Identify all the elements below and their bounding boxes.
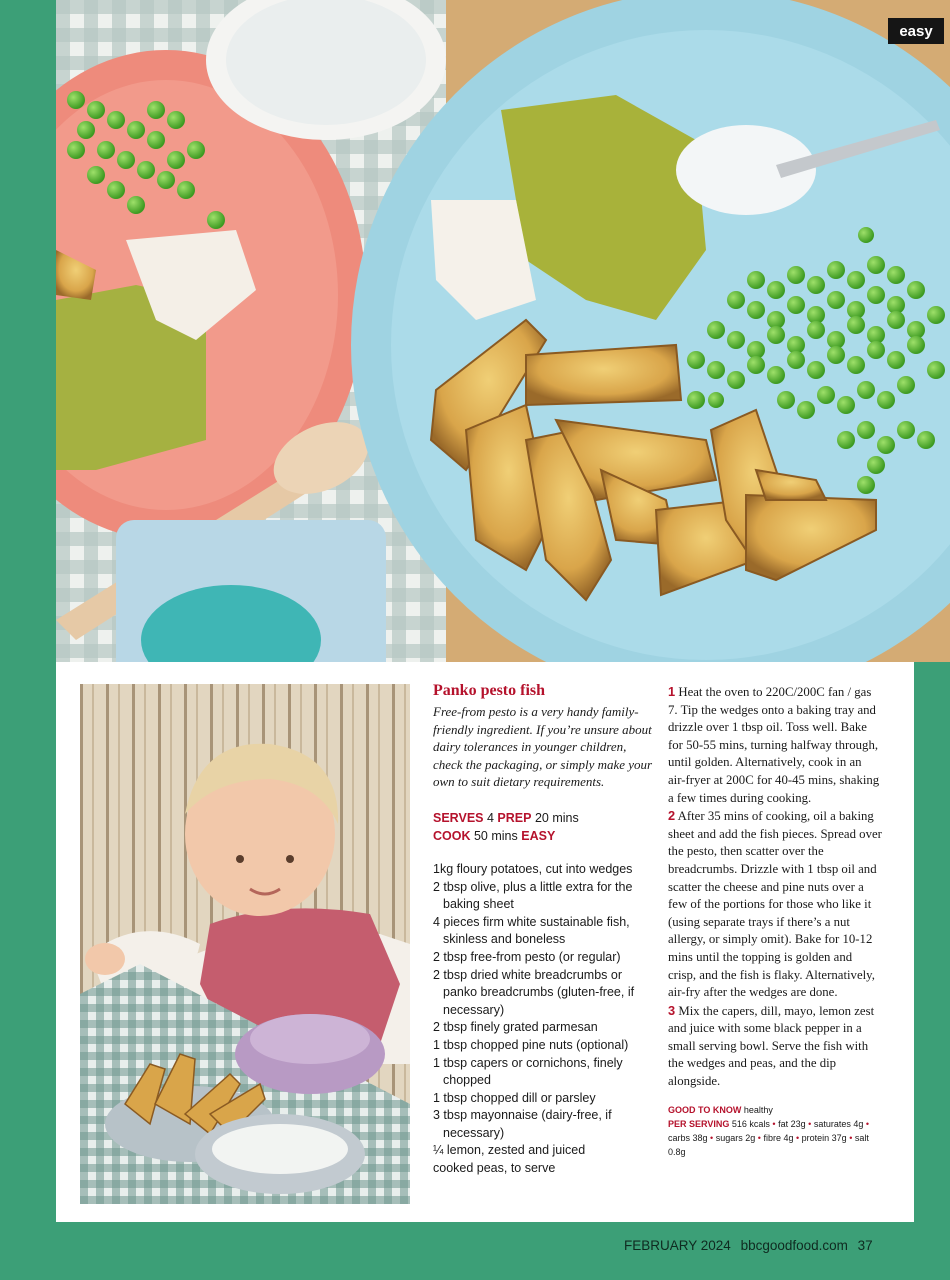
- nutrition-item: saturates 4g: [813, 1118, 864, 1129]
- difficulty-label: EASY: [521, 828, 556, 843]
- ingredient-item: 2 tbsp finely grated parmesan: [433, 1020, 598, 1035]
- ingredient-item: 2 tbsp free-from pesto (or regular): [433, 949, 621, 964]
- ingredient-item: 2 tbsp dried white breadcrumbs or panko breadcrumbs (gluten-free, if necessary): [433, 967, 635, 1017]
- food-photo-illustration: [56, 0, 950, 662]
- ingredient-item: 1 tbsp chopped dill or parsley: [433, 1090, 596, 1105]
- bullet-separator: •: [757, 1132, 761, 1143]
- nutrition-item: fibre 4g: [763, 1132, 794, 1143]
- step-text: After 35 mins of cooking, oil a baking sheet and add the fish pieces. Spread over the pesto, then scatter over the breadcrumbs. Drizzle with 1 tbsp oil and scatter the cheese and pine nuts over a few of the portions for those who like it (using separate trays if there’s a nut allergy, or simply omit). Bake for 10-12 mins until the topping is golden and crisp, and the fish is flaky. Alternatively, air-fry after the wedges are done.: [668, 809, 882, 1000]
- method-step: [668, 1002, 882, 1091]
- ingredient-item: 4 pieces firm white sustainable fish, skinless and boneless: [433, 914, 630, 947]
- nutrition-item: 516 kcals: [731, 1118, 770, 1129]
- bullet-separator: •: [710, 1132, 714, 1143]
- ingredient-item: 1kg floury potatoes, cut into wedges: [433, 861, 633, 876]
- nutrition-item: sugars 2g: [715, 1132, 756, 1143]
- per-serving: [668, 1117, 882, 1159]
- recipe-meta: [433, 809, 657, 845]
- page-number: 37: [857, 1238, 873, 1253]
- ingredient-item: 1 tbsp chopped pine nuts (optional): [433, 1037, 629, 1052]
- bullet-separator: •: [849, 1132, 853, 1143]
- issue-date: FEBRUARY 2024: [624, 1238, 731, 1253]
- page-footer: [624, 1238, 873, 1253]
- prep-label: PREP: [497, 810, 532, 825]
- recipe-title: Panko pesto fish: [433, 682, 546, 699]
- step-text: Mix the capers, dill, mayo, lemon zest and juice with some black pepper in a small serving bowl. Serve the fish with the wedges and peas, and the dip alongside.: [668, 1003, 875, 1089]
- bullet-separator: •: [772, 1118, 776, 1129]
- baby-photo: [80, 684, 410, 1204]
- nutrition-item: protein 37g: [801, 1132, 847, 1143]
- ingredient-item: 3 tbsp mayonnaise (dairy-free, if necessary): [433, 1108, 612, 1140]
- prep-value: 20 mins: [534, 810, 579, 825]
- step-number: 2: [668, 808, 676, 824]
- meta-line-1: [433, 809, 657, 827]
- ingredient-item: 2 tbsp olive, plus a little extra for the baking sheet: [433, 879, 633, 912]
- step-number: 3: [668, 1002, 676, 1018]
- method-step: [668, 807, 882, 1002]
- ingredient-item: 1 tbsp capers or cornichons, finely chopped: [433, 1055, 623, 1088]
- serves-value: 4: [486, 810, 494, 825]
- nutrition-info: [668, 1103, 882, 1159]
- food-photo: [56, 0, 950, 662]
- bullet-separator: •: [795, 1132, 800, 1143]
- recipe-intro: Free-from pesto is a very handy family-friendly ingredient. If you’re unsure about dairy tolerances in younger children, check the packaging, or simply make your own to suit dietary requirements.: [433, 704, 653, 790]
- cook-label: COOK: [433, 828, 471, 843]
- ingredient-item: cooked peas, to serve: [433, 1161, 556, 1176]
- step-number: 1: [668, 684, 676, 699]
- bullet-separator: •: [808, 1118, 812, 1129]
- bullet-separator: •: [865, 1118, 870, 1129]
- good-to-know-label: GOOD TO KNOW: [668, 1104, 742, 1115]
- recipe-info-column: [433, 682, 657, 1178]
- cook-value: 50 mins: [473, 828, 518, 843]
- nutrition-item: carbs 38g: [668, 1132, 708, 1143]
- meta-line-2: [433, 827, 657, 845]
- serves-label: SERVES: [433, 810, 484, 825]
- difficulty-badge: easy: [888, 18, 944, 44]
- method-step: [668, 683, 882, 807]
- nutrition-item: salt 0.8g: [668, 1132, 869, 1157]
- nutrition-item: fat 23g: [778, 1118, 806, 1129]
- good-to-know: [668, 1103, 882, 1117]
- ingredient-item: ¼ lemon, zested and juiced: [433, 1143, 586, 1158]
- step-text: Heat the oven to 220C/200C fan / gas 7. Tip the wedges onto a baking tray and drizzle over 1 tbsp oil. Toss well. Bake for 50-55 mins, turning halfway through, until golden. Alternatively, cook in an air-fryer at 200C for 40-45 mins, shaking a few times during cooking.: [668, 685, 880, 805]
- method-column: [668, 683, 882, 1159]
- method-steps: [668, 683, 882, 1091]
- per-serving-label: PER SERVING: [668, 1118, 730, 1129]
- ingredient-list: [433, 861, 657, 1178]
- website: bbcgoodfood.com: [740, 1238, 848, 1253]
- baby-photo-illustration: [80, 684, 410, 1204]
- good-to-know-value: healthy: [743, 1104, 773, 1115]
